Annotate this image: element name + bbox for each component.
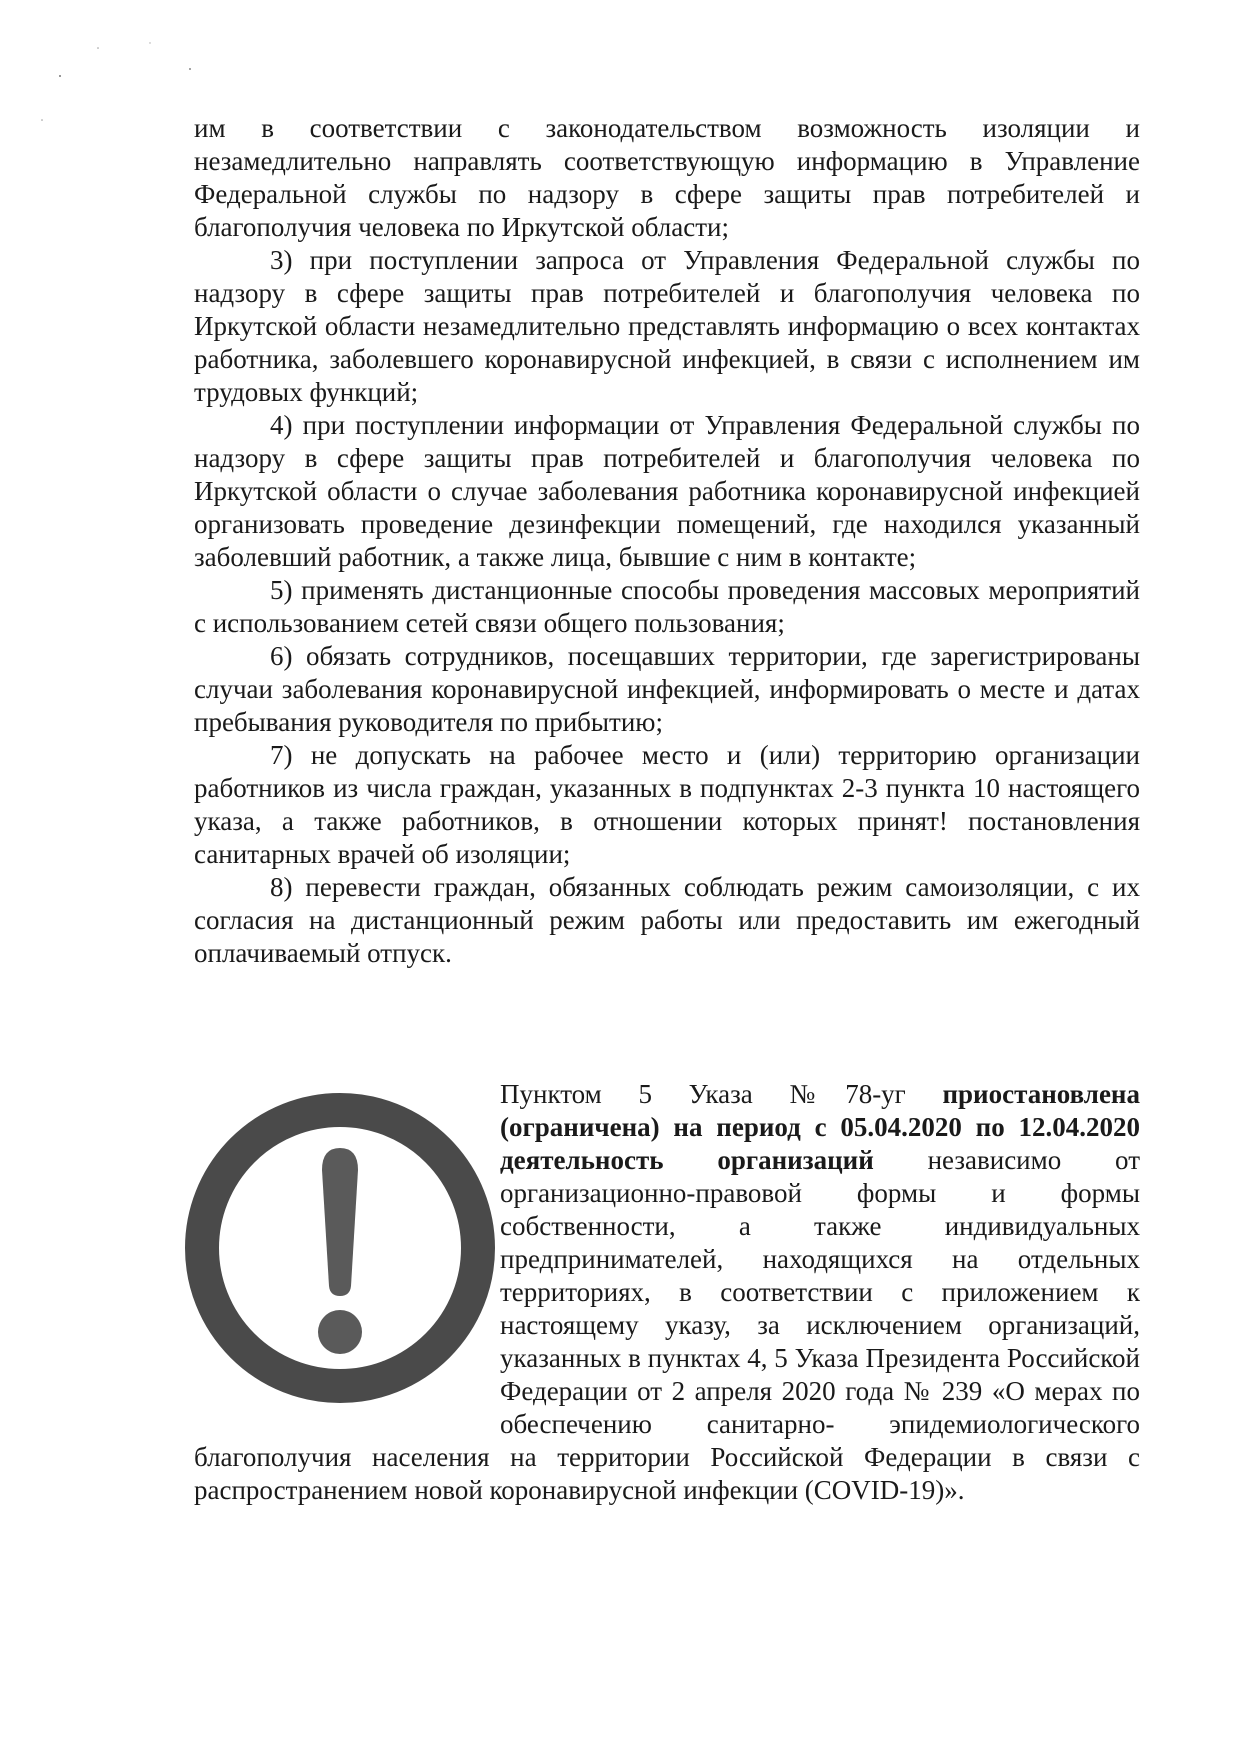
paragraph-item-7: 7) не допускать на рабочее место и (или) территорию организации работников из числа граждан, указанных в подпунктах 2-3 пункта 10 настоящего указа, а также работников, в отношении которых принят! постановления санитарных врачей об изоляции; (194, 740, 1140, 869)
body-text (194, 112, 1140, 970)
paragraph-item-5: 5) применять дистанционные способы проведения массовых мероприятий с использованием сетей связи общего пользования; (194, 575, 1140, 638)
paragraph-intro: им в соответствии с законодательством возможность изоляции и незамедлительно направлять соответствующую информацию в Управление Федеральной службы по надзору в сфере защиты прав потребителей и благополучия человека по Иркутской области; (194, 113, 1140, 242)
paragraph-item-4: 4) при поступлении информации от Управления Федеральной службы по надзору в сфере защиты прав потребителей и благополучия человека по Иркутской области о случае заболевания работника коронавирусной инфекцией организовать проведение дезинфекции помещений, где находился указанный заболевший работник, а также лица, бывшие с ним в контакте; (194, 410, 1140, 572)
notice-rest: независимо от организационно-правовой формы и формы собственности, а также индивидуальных предпринимателей, находящихся на отдельных территориях, в соответствии с приложением к настоящему указу, за исключением организаций, указанных в пунктах 4, 5 Указа Президента Российской Федерации от 2 апреля 2020 года № 239 «О мерах по обеспечению санитарно- эпидемиологического благополучия населения на территории Российской Федерации в связи с распространением новой коронавирусной инфекции (COVID-19)». (194, 1145, 1140, 1505)
notice-bold: приостановлена (ограничена) на период с 05.04.2020 по 12.04.2020 деятельность организаций (500, 1079, 1140, 1175)
notice-block (194, 1078, 1140, 1507)
exclamation-circle-icon (180, 1078, 500, 1430)
paragraph-item-3: 3) при поступлении запроса от Управления Федеральной службы по надзору в сфере защиты прав потребителей и благополучия человека по Иркутской области незамедлительно представлять информацию о всех контактах работника, заболевшего коронавирусной инфекцией, в связи с исполнением им трудовых функций; (194, 245, 1140, 407)
notice-lead: Пунктом 5 Указа №78-уг (500, 1079, 943, 1109)
paragraph-item-6: 6) обязать сотрудников, посещавших территории, где зарегистрированы случаи заболевания коронавирусной инфекцией, информировать о месте и датах пребывания руководителя по прибытию; (194, 641, 1140, 737)
paragraph-item-8: 8) перевести граждан, обязанных соблюдать режим самоизоляции, с их согласия на дистанционный режим работы или предоставить им ежегодный оплачиваемый отпуск. (194, 872, 1140, 968)
